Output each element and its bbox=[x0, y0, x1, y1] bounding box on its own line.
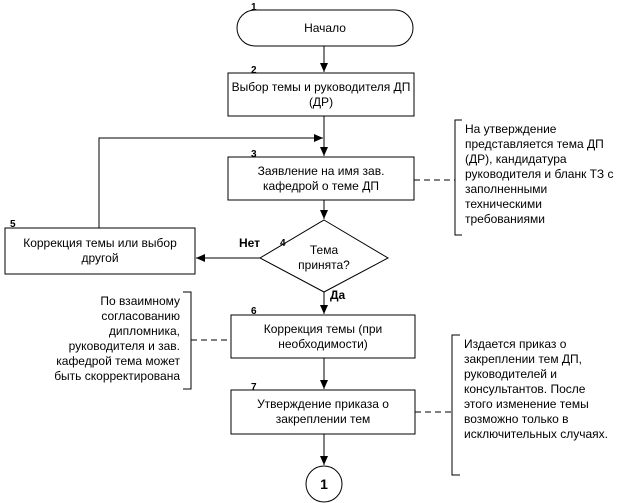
note-step6: По взаимному согласованию дипломника, руководителя и зав. кафедрой тема может быть скорректирована bbox=[54, 294, 180, 383]
step1-number: 1 bbox=[251, 2, 257, 13]
step7-label: Утверждение приказа о закреплении тем bbox=[257, 397, 389, 426]
step6-label: Коррекция темы (при необходимости) bbox=[263, 321, 383, 351]
note-step3: На утверждение представляется тема ДП (ДР), кандидатура руководителя и бланк ТЗ с заполненными техническими требованиями bbox=[465, 122, 614, 226]
note3-bracket bbox=[455, 120, 462, 235]
step3-number: 3 bbox=[251, 149, 257, 160]
step2-number: 2 bbox=[251, 65, 257, 76]
end-label: 1 bbox=[320, 475, 328, 492]
branch-yes-label: Да bbox=[330, 288, 346, 302]
step2-label: Выбор темы и руководителя ДП (ДР) bbox=[231, 79, 411, 109]
step6-number: 6 bbox=[251, 306, 257, 317]
step4-label: Тема принята? bbox=[298, 243, 350, 272]
step5-label: Коррекция темы или выбор другой bbox=[23, 236, 177, 265]
note7-bracket bbox=[452, 335, 460, 475]
step3-label: Заявление на имя зав. кафедрой о теме ДП bbox=[257, 163, 385, 193]
start-label: Начало bbox=[304, 20, 346, 35]
branch-no-label: Нет bbox=[239, 236, 261, 250]
step4-number: 4 bbox=[280, 238, 286, 249]
note-step7: Издается приказ о закреплении тем ДП, руководителей и консультантов. После этого изменение темы возможно только в исключительных случаях. bbox=[464, 337, 609, 441]
step5-number: 5 bbox=[10, 219, 16, 230]
note6-bracket bbox=[183, 292, 191, 389]
step7-number: 7 bbox=[251, 382, 257, 393]
